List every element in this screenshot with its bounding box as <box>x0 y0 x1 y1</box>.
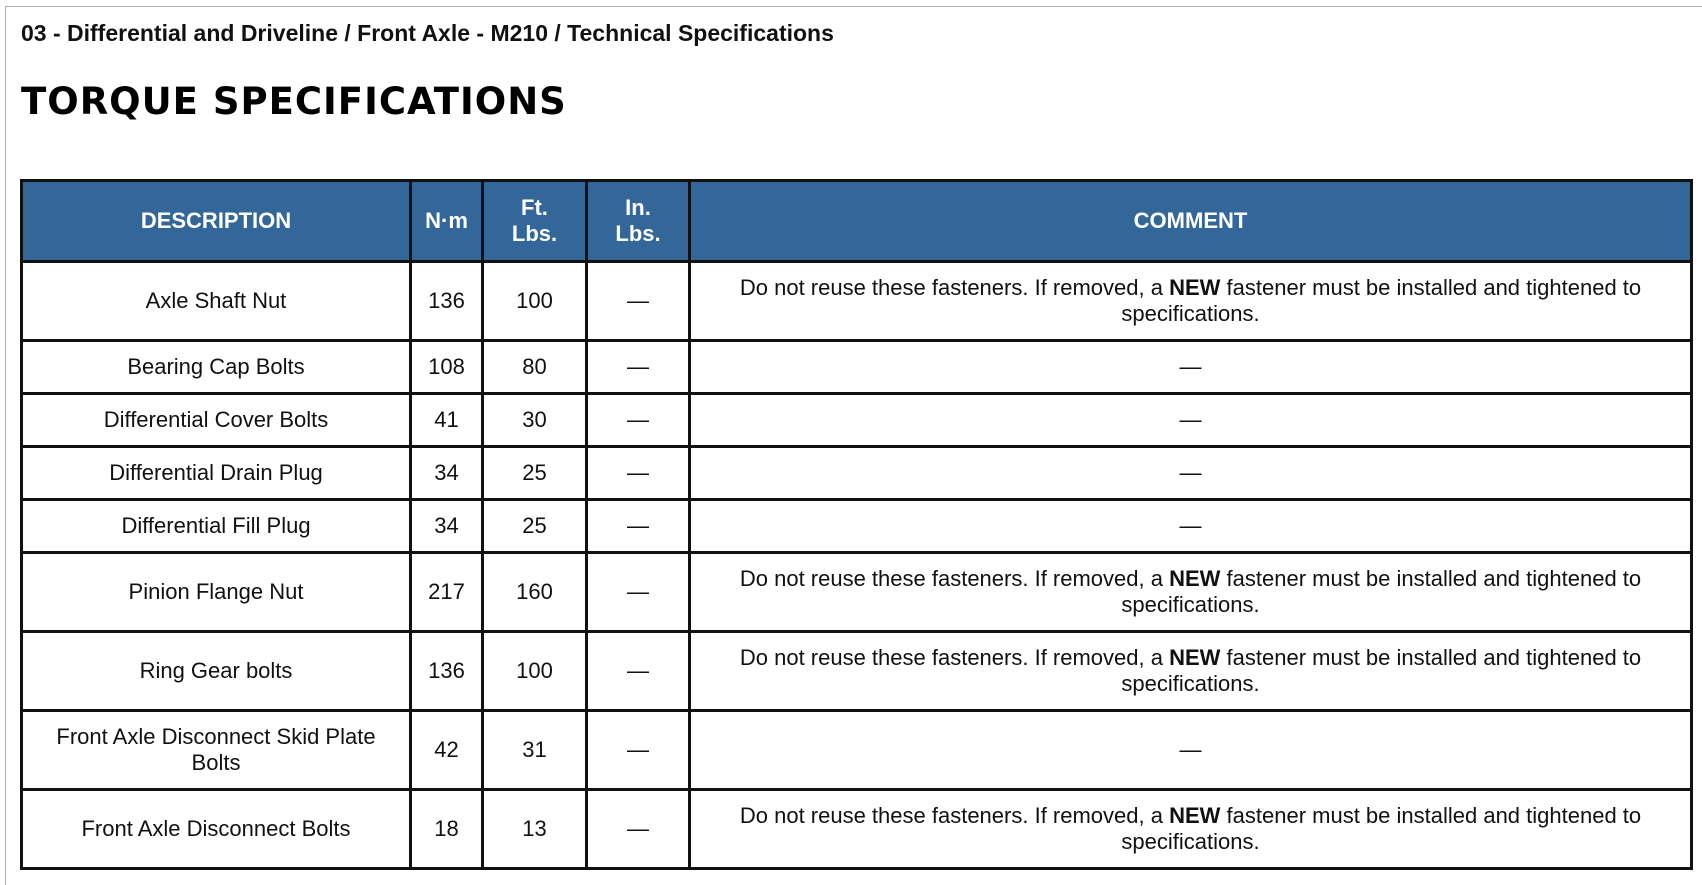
cell-nm: 136 <box>411 632 483 711</box>
cell-ft-lbs: 25 <box>483 447 587 500</box>
header-comment: COMMENT <box>690 181 1692 262</box>
table-row <box>22 790 1692 869</box>
comment-bold: NEW <box>1169 803 1221 828</box>
cell-description: Differential Drain Plug <box>22 447 411 500</box>
table-row <box>22 394 1692 447</box>
cell-nm: 41 <box>411 394 483 447</box>
cell-description: Pinion Flange Nut <box>22 553 411 632</box>
comment-text: — <box>1179 407 1202 432</box>
table-row <box>22 341 1692 394</box>
cell-comment <box>690 500 1692 553</box>
cell-in-lbs: — <box>587 632 690 711</box>
cell-ft-lbs: 13 <box>483 790 587 869</box>
cell-description: Differential Cover Bolts <box>22 394 411 447</box>
cell-description: Differential Fill Plug <box>22 500 411 553</box>
cell-nm: 136 <box>411 262 483 341</box>
cell-ft-lbs: 100 <box>483 632 587 711</box>
cell-comment <box>690 341 1692 394</box>
comment-text: Do not reuse these fasteners. If removed, a <box>739 645 1170 670</box>
cell-ft-lbs: 80 <box>483 341 587 394</box>
comment-text: Do not reuse these fasteners. If removed, a <box>739 566 1170 591</box>
cell-in-lbs: — <box>587 394 690 447</box>
cell-ft-lbs: 160 <box>483 553 587 632</box>
cell-comment <box>690 711 1692 790</box>
table-header-row <box>22 181 1692 262</box>
cell-nm: 217 <box>411 553 483 632</box>
breadcrumb: 03 - Differential and Driveline / Front Axle - M210 / Technical Specifications <box>21 20 834 46</box>
comment-text-end: fastener must be installed and tightened to specifications. <box>1121 275 1642 326</box>
cell-description: Bearing Cap Bolts <box>22 341 411 394</box>
header-ft-lbs-line2: Lbs. <box>511 221 558 246</box>
header-in-lbs <box>587 181 690 262</box>
cell-in-lbs: — <box>587 262 690 341</box>
cell-nm: 34 <box>411 447 483 500</box>
cell-ft-lbs: 100 <box>483 262 587 341</box>
comment-text-end: fastener must be installed and tightened to specifications. <box>1121 645 1642 696</box>
header-in-lbs-line2: Lbs. <box>615 221 661 246</box>
header-description: DESCRIPTION <box>22 181 411 262</box>
cell-nm: 18 <box>411 790 483 869</box>
header-nm: N·m <box>411 181 483 262</box>
comment-bold: NEW <box>1169 645 1221 670</box>
cell-in-lbs: — <box>587 790 690 869</box>
header-ft-lbs <box>483 181 587 262</box>
cell-in-lbs: — <box>587 341 690 394</box>
comment-text: — <box>1179 737 1202 762</box>
cell-description: Front Axle Disconnect Skid Plate Bolts <box>22 711 411 790</box>
cell-nm: 42 <box>411 711 483 790</box>
cell-description: Ring Gear bolts <box>22 632 411 711</box>
comment-text: Do not reuse these fasteners. If removed, a <box>739 803 1170 828</box>
cell-description: Axle Shaft Nut <box>22 262 411 341</box>
comment-text: Do not reuse these fasteners. If removed, a <box>739 275 1170 300</box>
cell-in-lbs: — <box>587 500 690 553</box>
cell-ft-lbs: 31 <box>483 711 587 790</box>
cell-comment <box>690 553 1692 632</box>
table-row <box>22 447 1692 500</box>
table-row <box>22 262 1692 341</box>
cell-in-lbs: — <box>587 711 690 790</box>
table-row <box>22 711 1692 790</box>
torque-spec-table <box>20 179 1693 870</box>
comment-text-end: fastener must be installed and tightened to specifications. <box>1121 566 1642 617</box>
comment-bold: NEW <box>1169 275 1221 300</box>
cell-description: Front Axle Disconnect Bolts <box>22 790 411 869</box>
cell-comment <box>690 632 1692 711</box>
cell-in-lbs: — <box>587 447 690 500</box>
comment-text: — <box>1179 354 1202 379</box>
cell-comment <box>690 262 1692 341</box>
header-ft-lbs-line1: Ft. <box>521 195 548 220</box>
comment-bold: NEW <box>1169 566 1221 591</box>
comment-text: — <box>1179 513 1202 538</box>
cell-in-lbs: — <box>587 553 690 632</box>
table-row <box>22 632 1692 711</box>
table-row <box>22 500 1692 553</box>
comment-text-end: fastener must be installed and tightened to specifications. <box>1121 803 1642 854</box>
cell-ft-lbs: 30 <box>483 394 587 447</box>
cell-comment <box>690 447 1692 500</box>
comment-text: — <box>1179 460 1202 485</box>
cell-nm: 34 <box>411 500 483 553</box>
cell-nm: 108 <box>411 341 483 394</box>
cell-comment <box>690 394 1692 447</box>
cell-ft-lbs: 25 <box>483 500 587 553</box>
cell-comment <box>690 790 1692 869</box>
table-row <box>22 553 1692 632</box>
header-in-lbs-line1: In. <box>625 195 651 220</box>
page-title: TORQUE SPECIFICATIONS <box>21 80 567 123</box>
